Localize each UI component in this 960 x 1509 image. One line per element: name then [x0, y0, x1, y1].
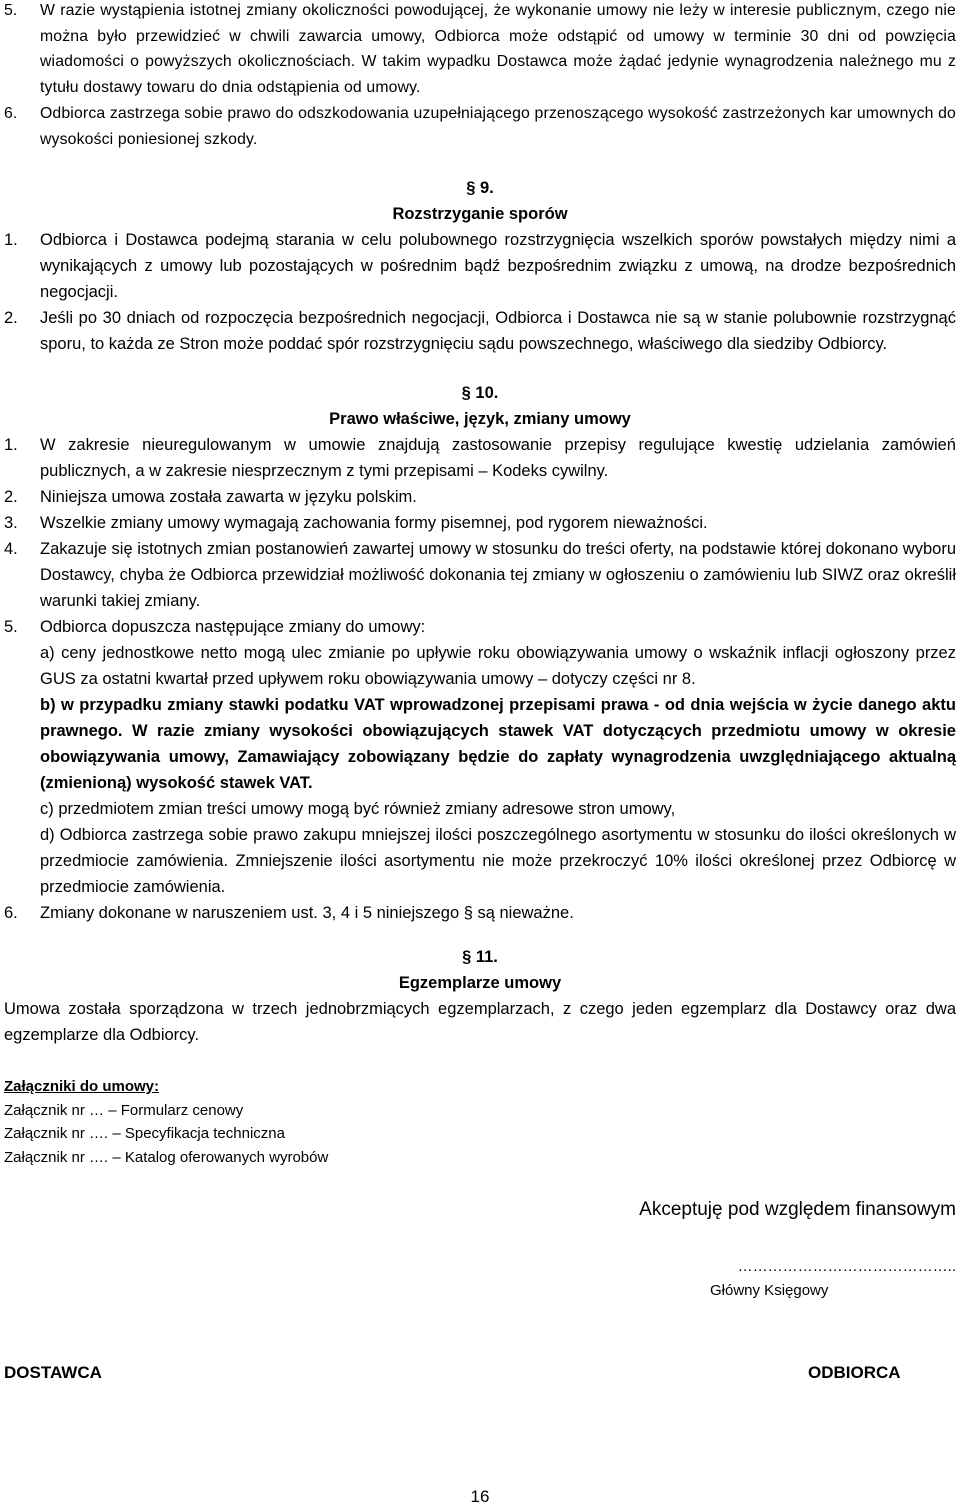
item-number: 3. [4, 514, 18, 532]
item-text: W zakresie nieuregulowanym w umowie znajdują zastosowanie przepisy regulujące kwestię udzielania zamówień publicznych, a w zakresie niesprzecznym z tymi przepisami – Kodeks cywilny. [40, 436, 956, 480]
top-list [0, 0, 960, 152]
item-number: 5. [4, 618, 18, 636]
signature-role: Główny Księgowy [710, 1282, 829, 1299]
section-10 [0, 380, 960, 926]
item-number: 2. [4, 309, 18, 327]
attachment-item: Załącznik nr …. – Katalog oferowanych wyrobów [4, 1148, 329, 1166]
list-item [0, 510, 956, 536]
sub-item-a: a) ceny jednostkowe netto mogą ulec zmianie po upływie roku obowiązywania umowy o wskaźnik inflacji ogłoszony przez GUS za ostatni kwartał przed upływem roku obowiązywania umowy – dotyczy części nr 8. [40, 644, 956, 688]
approval-label: Akceptuję pod względem finansowym [639, 1199, 956, 1220]
item-number: 2. [4, 488, 18, 506]
signature-line: …………………………………….. [737, 1258, 956, 1275]
section-number: § 11. [462, 948, 498, 966]
section-11 [0, 944, 960, 1048]
party-right: ODBIORCA [808, 1363, 901, 1382]
sub-item-d: d) Odbiorca zastrzega sobie prawo zakupu mniejszej ilości poszczególnego asortymentu w stosunku do ilości określonych w przedmiocie zamówienia. Zmniejszenie ilości asortymentu nie może przekroczyć 10% ilości określonej przez Odbiorcę w przedmiocie zamówienia. [40, 826, 956, 896]
page-number: 16 [470, 1487, 490, 1506]
item-text: Niniejsza umowa została zawarta w języku polskim. [40, 488, 417, 506]
item-number: 4. [4, 540, 18, 558]
section-title: Prawo właściwe, język, zmiany umowy [329, 410, 631, 428]
party-left: DOSTAWCA [4, 1363, 102, 1382]
item-text: Odbiorca dopuszcza następujące zmiany do umowy: [40, 618, 426, 636]
item-number: 1. [4, 231, 18, 249]
list-item [0, 900, 956, 926]
item-text: Zakazuje się istotnych zmian postanowień zawartej umowy w stosunku do treści oferty, na podstawie której dokonano wyboru Dostawcy, chyba że Odbiorca przewidział możliwość dokonania tej zmiany w ogłoszeniu o zamówieniu lub SIWZ oraz określił warunki takiej zmiany. [40, 540, 956, 610]
attachments-heading: Załączniki do umowy: [4, 1078, 160, 1095]
list-item [0, 614, 956, 640]
item-text: Jeśli po 30 dniach od rozpoczęcia bezpośrednich negocjacji, Odbiorca i Dostawca nie są w stanie polubownie rozstrzygnąć sporu, to każda ze Stron może poddać spór rozstrzygnięciu sądu powszechnego, właściwego dla siedziby Odbiorcy. [40, 309, 956, 353]
item-text: Zmiany dokonane w naruszeniem ust. 3, 4 i 5 niniejszego § są nieważne. [40, 904, 574, 922]
section-title: Rozstrzyganie sporów [392, 205, 568, 223]
section-number: § 9. [466, 179, 494, 197]
sub-item-b: b) w przypadku zmiany stawki podatku VAT wprowadzonej przepisami prawa - od dnia wejścia w życie danego aktu prawnego. W razie zmiany wysokości obowiązujących stawek VAT dotyczących przedmiotu umowy w okresie obowiązywania umowy, Zamawiający zobowiązany będzie do zapłaty wynagrodzenia uwzględniającego aktualną (zmienioną) wysokość stawek VAT. [40, 696, 956, 792]
item-number: 6. [4, 904, 18, 922]
list-item [0, 432, 956, 484]
item-text: Odbiorca zastrzega sobie prawo do odszkodowania uzupełniającego przenoszącego wysokość zastrzeżonych kar umownych do wysokości poniesionej szkody. [40, 104, 956, 148]
list-item [0, 227, 956, 305]
attachments [0, 1075, 600, 1169]
approval-block [639, 1195, 956, 1225]
list-item [0, 536, 956, 614]
attachment-item: Załącznik nr … – Formularz cenowy [4, 1101, 244, 1119]
list-item [0, 101, 956, 152]
list-item [0, 305, 956, 357]
item-text: Odbiorca i Dostawca podejmą starania w celu polubownego rozstrzygnięcia wszelkich sporów powstałych między nimi a wynikających z umowy lub pozostających w pośrednim bądź bezpośrednim związku z umową, na drodze bezpośrednich negocjacji. [40, 231, 956, 301]
list-item [0, 0, 956, 101]
section-paragraph: Umowa została sporządzona w trzech jednobrzmiących egzemplarzach, z czego jeden egzemplarz dla Dostawcy oraz dwa egzemplarze dla Odbiorcy. [4, 1000, 956, 1044]
item-text: Wszelkie zmiany umowy wymagają zachowania formy pisemnej, pod rygorem nieważności. [40, 514, 708, 532]
item-number: 1. [4, 436, 18, 454]
list-item [0, 484, 956, 510]
section-title: Egzemplarze umowy [398, 974, 562, 992]
item-number: 6. [4, 104, 18, 122]
attachment-item: Załącznik nr …. – Specyfikacja techniczna [4, 1125, 285, 1142]
item-text: W razie wystąpienia istotnej zmiany okoliczności powodującej, że wykonanie umowy nie leży w interesie publicznym, czego nie można było przewidzieć w chwili zawarcia umowy, Odbiorca może odstąpić od umowy w terminie 30 dni od powzięcia wiadomości o powyższych okolicznościach. W takim wypadku Dostawca może żądać jedynie wynagrodzenia należnego mu z tytułu dostawy towaru do dnia odstąpienia od umowy. [40, 2, 956, 97]
section-number: § 10. [461, 384, 499, 402]
sub-item-c: c) przedmiotem zmian treści umowy mogą być również zmiany adresowe stron umowy, [40, 800, 676, 818]
section-9 [0, 175, 960, 357]
item-number: 5. [4, 2, 18, 19]
